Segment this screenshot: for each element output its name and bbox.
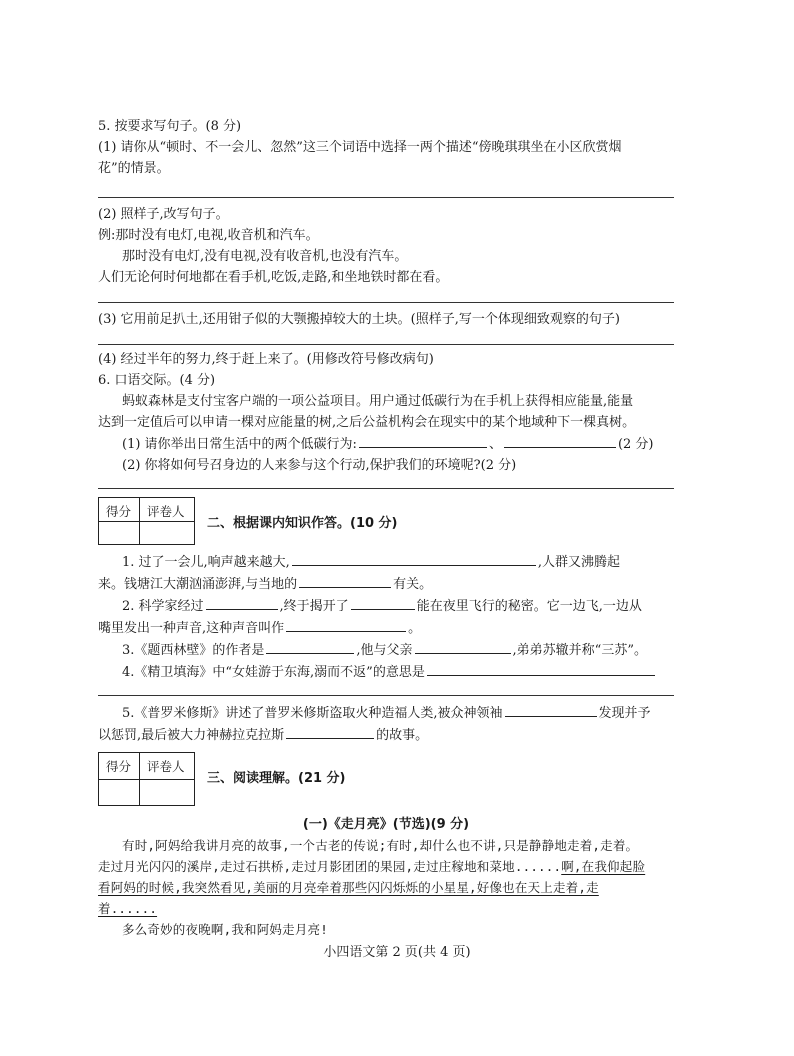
fill-blank[interactable] [286, 617, 406, 632]
fill-blank[interactable] [351, 595, 415, 610]
fill-blank[interactable] [504, 433, 616, 448]
score-box [98, 752, 195, 806]
s2-q2-text: 嘴里发出一种声音,这种声音叫作 [98, 621, 285, 636]
s2-q4 [98, 661, 674, 683]
passage-line1: 有时,阿妈给我讲月亮的故事,一个古老的传说;有时,却什么也不讲,只是静静地走着,走着。 [122, 838, 639, 853]
score-label: 得分 [106, 504, 132, 519]
s2-q5-text: 发现并予 [598, 706, 651, 721]
s2-q4-text: 4.《精卫填海》中“女娃游于东海,溺而不返”的意思是 [122, 665, 425, 680]
s2-q1-line1 [98, 551, 674, 573]
q6-p1 [98, 433, 674, 455]
s2-q2-text: 。 [408, 621, 422, 636]
q5-heading: 5. 按要求写句子。(8 分) [98, 119, 242, 134]
q6-heading: 6. 口语交际。(4 分) [98, 373, 216, 388]
q5-p3: (3) 它用前足扒土,还用钳子似的大颚搬掉较大的土块。(照样子,写一个体现细致观察的句子) [98, 312, 620, 327]
s2-q3 [98, 639, 674, 661]
grader-label: 评卷人 [147, 504, 185, 519]
passage-title: (一)《走月亮》(节选)(9 分) [302, 817, 470, 832]
section2-title: 二、根据课内知识作答。(10 分) [207, 515, 398, 531]
q6-p1-sep: 、 [488, 437, 502, 452]
passage-text: 走过月光闪闪的溪岸,走过石拱桥,走过月影团团的果园,走过庄稼地和菜地...... [98, 859, 562, 874]
s2-q2-text: ,终于揭开了 [279, 599, 349, 614]
q5-p2-answer: 那时没有电灯,没有电视,没有收音机,也没有汽车。 [122, 249, 408, 264]
s2-q5-text: 以惩罚,最后被大力神赫拉克拉斯 [98, 728, 285, 743]
q6-intro-line1: 蚂蚁森林是支付宝客户端的一项公益项目。用户通过低碳行为在手机上获得相应能量,能量 [122, 394, 634, 409]
s2-q5-line2 [98, 724, 674, 746]
page-footer: 小四语文第 2 页(共 4 页) [323, 945, 471, 960]
fill-blank[interactable] [266, 639, 354, 654]
q5-p2-task: 人们无论何时何地都在看手机,吃饭,走路,和坐地铁时都在看。 [98, 270, 449, 285]
s2-q1-text: ,人群又沸腾起 [537, 555, 620, 570]
section3-title: 三、阅读理解。(21 分) [207, 770, 346, 786]
s2-q2-line2 [98, 617, 674, 639]
q5-p1-line1: (1) 请你从“顿时、不一会儿、忽然”这三个词语中选择一两个描述“傍晚琪琪坐在小区欣赏烟 [98, 140, 622, 155]
fill-blank[interactable] [286, 724, 374, 739]
passage-para2: 多么奇妙的夜晚啊,我和阿妈走月亮! [122, 922, 328, 937]
fill-blank[interactable] [427, 661, 655, 676]
fill-blank[interactable] [359, 433, 487, 448]
passage-line3: 看阿妈的时候,我突然看见,美丽的月亮牵着那些闪闪烁烁的小星星,好像也在天上走着,走 [98, 880, 599, 895]
s2-q3-text: ,弟弟苏辙并称“三苏”。 [512, 643, 647, 658]
q6-p1-prefix: (1) 请你举出日常生活中的两个低碳行为: [122, 437, 357, 452]
fill-blank[interactable] [415, 639, 511, 654]
s2-q5-line1 [98, 702, 674, 724]
fill-blank[interactable] [299, 573, 391, 588]
exam-page [98, 116, 674, 940]
fill-blank[interactable] [292, 551, 536, 566]
s2-q5-text: 的故事。 [376, 728, 429, 743]
passage-underlined-text: 啊,在我仰起脸 [561, 859, 646, 874]
s2-q1-text: 来。钱塘江大潮汹涌澎湃,与当地的 [98, 577, 298, 592]
fill-blank[interactable] [505, 702, 597, 717]
q5-p1-line2: 花”的情景。 [98, 161, 170, 176]
q5-p2-heading: (2) 照样子,改写句子。 [98, 207, 229, 222]
s2-q1-text: 1. 过了一会儿,响声越来越大, [122, 555, 290, 570]
q5-p2-example: 例:那时没有电灯,电视,收音机和汽车。 [98, 228, 319, 243]
grader-label: 评卷人 [147, 759, 185, 774]
s2-q3-text: 3.《题西林壁》的作者是 [122, 643, 265, 658]
passage-line2 [98, 856, 674, 877]
s2-q5-text: 5.《普罗米修斯》讲述了普罗米修斯盗取火种造福人类,被众神领袖 [122, 706, 503, 721]
passage-line4: 着...... [98, 901, 158, 916]
score-box [98, 497, 195, 545]
section2-header [98, 497, 674, 545]
q5-p4: (4) 经过半年的努力,终于赶上来了。(用修改符号修改病句) [98, 352, 434, 367]
section3-header [98, 752, 674, 806]
q6-p2: (2) 你将如何号召身边的人来参与这个行动,保护我们的环境呢?(2 分) [122, 458, 517, 473]
s2-q2-text: 能在夜里飞行的秘密。它一边飞,一边从 [416, 599, 642, 614]
s2-q3-text: ,他与父亲 [356, 643, 413, 658]
s2-q1-line2 [98, 573, 674, 595]
fill-blank[interactable] [206, 595, 278, 610]
s2-q2-text: 2. 科学家经过 [122, 599, 204, 614]
score-label: 得分 [106, 759, 132, 774]
s2-q1-text: 有关。 [393, 577, 433, 592]
q6-intro-line2: 达到一定值后可以申请一棵对应能量的树,之后公益机构会在现实中的某个地域种下一棵真树。 [98, 415, 636, 430]
s2-q2-line1 [98, 595, 674, 617]
q6-p1-suffix: (2 分) [617, 437, 654, 452]
